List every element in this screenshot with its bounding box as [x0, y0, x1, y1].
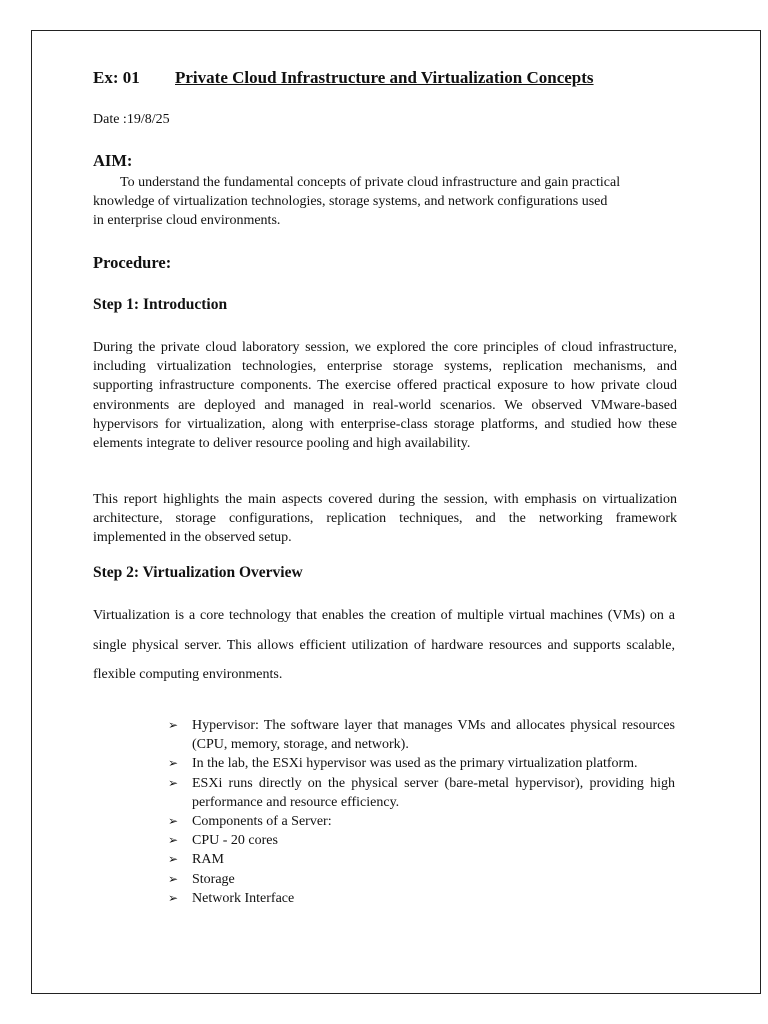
bullet-text: Components of a Server: [192, 814, 332, 830]
aim-heading: AIM: [93, 151, 133, 170]
list-item [166, 754, 675, 773]
bullet-list [166, 716, 675, 908]
arrow-bullet-icon: ➢ [168, 890, 179, 905]
bullet-text: CPU - 20 cores [192, 833, 278, 849]
list-item [166, 831, 675, 850]
arrow-bullet-icon: ➢ [168, 852, 179, 867]
arrow-bullet-icon: ➢ [168, 756, 179, 771]
list-item [166, 716, 675, 754]
bullet-text: Hypervisor: The software layer that manages VMs and allocates physical resources (CPU, memory, storage, and network). [192, 718, 675, 753]
list-item [166, 812, 675, 831]
arrow-bullet-icon: ➢ [168, 718, 179, 732]
aim-line: in enterprise cloud environments. [93, 213, 281, 228]
list-item [166, 889, 675, 908]
bullet-text: Storage [192, 871, 235, 887]
bullet-text: ESXi runs directly on the physical server (bare-metal hypervisor), providing high performance and resource efficiency. [192, 775, 675, 810]
step1-paragraph-1: During the private cloud laboratory session, we explored the core principles of cloud infrastructure, including virtualization technologies, enterprise storage systems, replication mechanisms, and supporting infrastructure components. The exercise offered practical exposure to how private cloud environments are deployed and managed in real-world scenarios. We observed VMware-based hypervisors for virtualization, along with enterprise-class storage platforms, and studied how these elements integrate to deliver resource pooling and high availability. [93, 340, 677, 452]
aim-line: knowledge of virtualization technologies, storage systems, and network configurations used [93, 194, 608, 209]
aim-line: To understand the fundamental concepts of private cloud infrastructure and gain practical [120, 175, 621, 190]
list-item [166, 870, 675, 889]
step1-paragraph-2: This report highlights the main aspects covered during the session, with emphasis on virtualization architecture, storage configurations, replication techniques, and the networking framework implemented in the observed setup. [93, 492, 677, 546]
title-row [93, 68, 594, 88]
step2-heading: Step 2: Virtualization Overview [93, 564, 303, 581]
arrow-bullet-icon: ➢ [168, 814, 179, 829]
step2-paragraph: Virtualization is a core technology that enables the creation of multiple virtual machines (VMs) on a single physical server. This allows efficient utilization of hardware resources and supports scalable, flexible computing environments. [93, 608, 675, 682]
list-item [166, 850, 675, 869]
list-item [166, 774, 675, 812]
document-title: Private Cloud Infrastructure and Virtualization Concepts [175, 68, 594, 87]
bullet-text: In the lab, the ESXi hypervisor was used as the primary virtualization platform. [192, 756, 638, 772]
step1-heading: Step 1: Introduction [93, 296, 228, 313]
arrow-bullet-icon: ➢ [168, 775, 179, 790]
bullet-text: RAM [192, 852, 224, 868]
date-line: Date :19/8/25 [93, 112, 170, 127]
exercise-number: Ex: 01 [93, 68, 140, 87]
procedure-heading: Procedure: [93, 253, 172, 272]
arrow-bullet-icon: ➢ [168, 833, 179, 848]
bullet-text: Network Interface [192, 890, 295, 906]
aim-text [93, 173, 683, 230]
arrow-bullet-icon: ➢ [168, 871, 179, 886]
